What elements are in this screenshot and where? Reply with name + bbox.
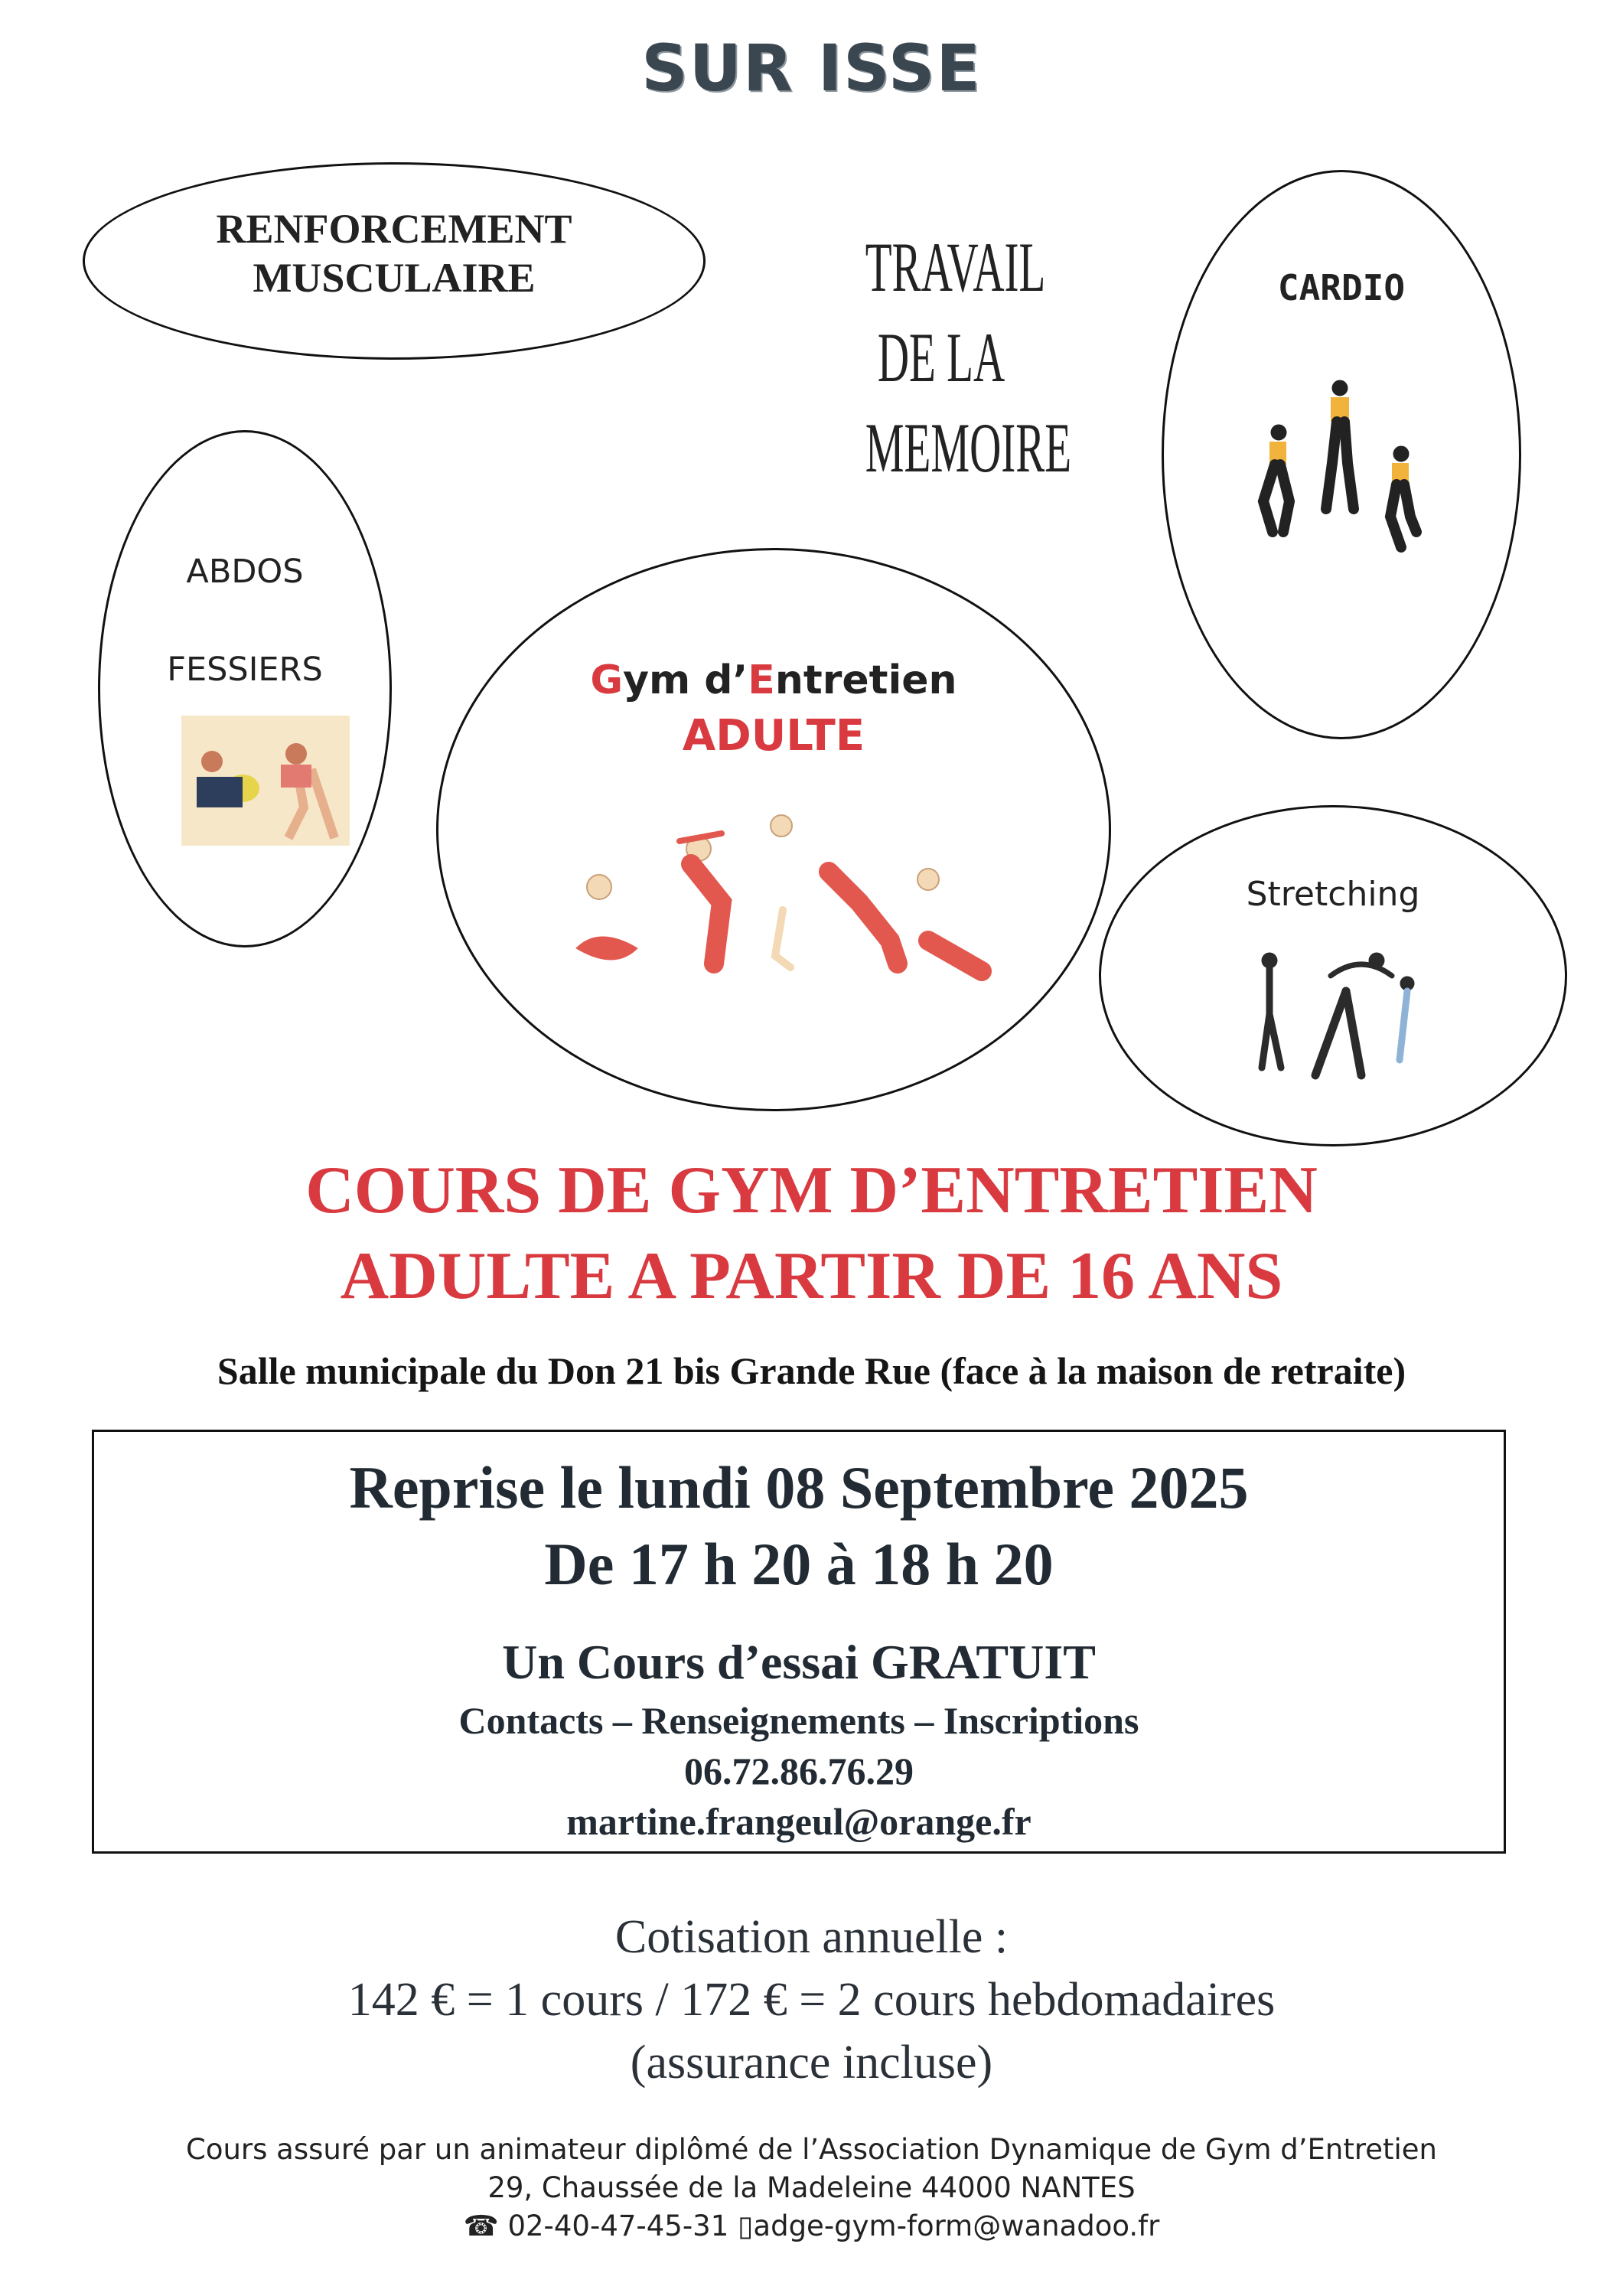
cardio-label: CARDIO (1277, 267, 1406, 308)
abdos-line2: FESSIERS (167, 651, 323, 689)
footer-contacts (0, 2207, 1623, 2245)
footer-line1: Cours assuré par un animateur diplômé de l’Association Dynamique de Gym d’Entretien (185, 2133, 1438, 2166)
location-text: Salle municipale du Don 21 bis Grande Rue (face à la maison de retraite) (217, 1349, 1406, 1392)
cardio-dancers-illustration (1240, 379, 1439, 608)
gym-title-e: E (748, 657, 775, 703)
memoire-text (865, 222, 1072, 493)
stretching-illustration (1247, 945, 1430, 1083)
gym-title-g: G (590, 657, 624, 703)
course-heading (0, 1148, 1623, 1319)
bubble-renforcement (83, 162, 706, 360)
telephone-icon: ☎ (463, 2210, 499, 2242)
footer-email: adge-gym-form@wanadoo.fr (753, 2210, 1160, 2242)
reprise-date: Reprise le lundi 08 Septembre 2025 (349, 1454, 1249, 1521)
stretching-label: Stretching (1246, 875, 1420, 914)
cotisation-title: Cotisation annuelle : (614, 1911, 1009, 1963)
memoire-line2: DE LA (877, 318, 1005, 396)
memoire-line3: MEMOIRE (865, 409, 1072, 487)
info-box (92, 1430, 1506, 1854)
gym-exercise-illustration (569, 810, 997, 994)
footer-phone: 02-40-47-45-31 (507, 2210, 729, 2242)
bubble-abdos (98, 430, 392, 947)
course-heading-line2: ADULTE A PARTIR DE 16 ANS (340, 1239, 1283, 1313)
gym-subtitle: ADULTE (682, 711, 865, 761)
footer (0, 2131, 1623, 2245)
contacts-heading: Contacts – Renseignements – Inscriptions (458, 1699, 1139, 1742)
contact-phone: 06.72.86.76.29 (684, 1750, 914, 1792)
abdos-line1: ABDOS (186, 553, 304, 591)
abdos-exercise-illustration (181, 716, 350, 846)
contact-email: martine.frangeul@orange.fr (566, 1800, 1031, 1843)
course-heading-line1: COURS DE GYM D’ENTRETIEN (305, 1153, 1318, 1228)
page-title: SUR ISSE (641, 31, 982, 106)
bubble-cardio (1162, 170, 1521, 739)
renforcement-line2: MUSCULAIRE (253, 255, 536, 301)
cotisation-prices: 142 € = 1 cours / 172 € = 2 cours hebdomadaires (347, 1974, 1276, 2026)
gym-title-part2: ntretien (774, 657, 957, 703)
footer-line2: 29, Chaussée de la Madeleine 44000 NANTES (487, 2171, 1136, 2204)
bubble-gym-entretien (436, 548, 1111, 1111)
renforcement-line1: RENFORCEMENT (216, 206, 572, 252)
bubble-stretching (1099, 805, 1567, 1146)
cotisation-note: (assurance incluse) (630, 2037, 993, 2089)
fax-icon: ▯ (738, 2210, 754, 2242)
cotisation-block (0, 1906, 1623, 2094)
gym-title-part1: ym d’ (623, 657, 748, 703)
free-trial-text: Un Cours d’essai GRATUIT (502, 1635, 1096, 1689)
memoire-line1: TRAVAIL (865, 228, 1046, 306)
schedule-time: De 17 h 20 à 18 h 20 (544, 1531, 1054, 1597)
